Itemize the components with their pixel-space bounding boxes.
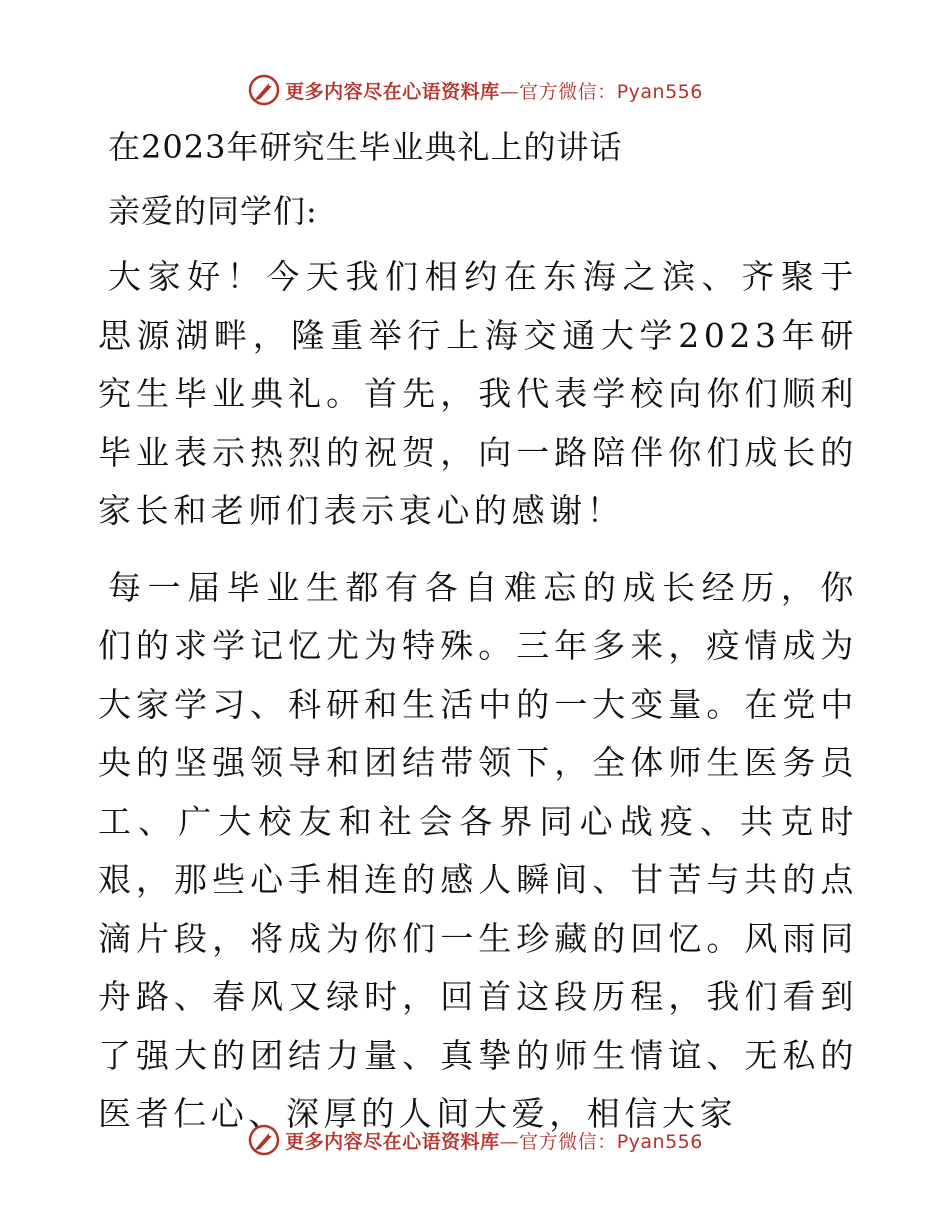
banner-separator: — [499, 1130, 520, 1153]
header-watermark-banner [0, 70, 950, 110]
footer-watermark-banner [0, 1120, 950, 1160]
quill-pen-icon [247, 73, 281, 107]
banner-separator: — [499, 80, 520, 103]
quill-pen-icon [247, 1123, 281, 1157]
banner-wechat-label: 官方微信： [519, 1130, 617, 1153]
greeting: 亲爱的同学们: [108, 192, 318, 230]
banner-wechat-label: 官方微信： [519, 80, 617, 103]
banner-text: 更多内容尽在心语资料库 [285, 1130, 500, 1153]
document-title: 在2023年研究生毕业典礼上的讲话 [108, 128, 623, 166]
banner-wechat-id: Pyan556 [616, 80, 703, 103]
banner-wechat-id: Pyan556 [616, 1130, 703, 1153]
paragraph: 每一届毕业生都有各自难忘的成长经历，你们的求学记忆尤为特殊。三年多来，疫情成为大家学习、科研和生活中的一大变量。在党中央的坚强领导和团结带领下，全体师生医务员工、广大校友和社会各界同心战疫、共克时艰，那些心手相连的感人瞬间、甘苦与共的点滴片段，将成为你们一生珍藏的回忆。风雨同舟路、春风又绿时，回首这段历程，我们看到了强大的团结力量、真挚的师生情谊、无私的医者仁心、深厚的人间大爱，相信大家 [98, 567, 858, 1133]
banner-text: 更多内容尽在心语资料库 [285, 80, 500, 103]
document-body [98, 118, 858, 1162]
paragraph: 大家好！今天我们相约在东海之滨、齐聚于思源湖畔，隆重举行上海交通大学2023年研究生毕业典礼。首先，我代表学校向你们顺利毕业表示热烈的祝贺，向一路陪伴你们成长的家长和老师们表示衷心的感谢！ [98, 257, 858, 530]
